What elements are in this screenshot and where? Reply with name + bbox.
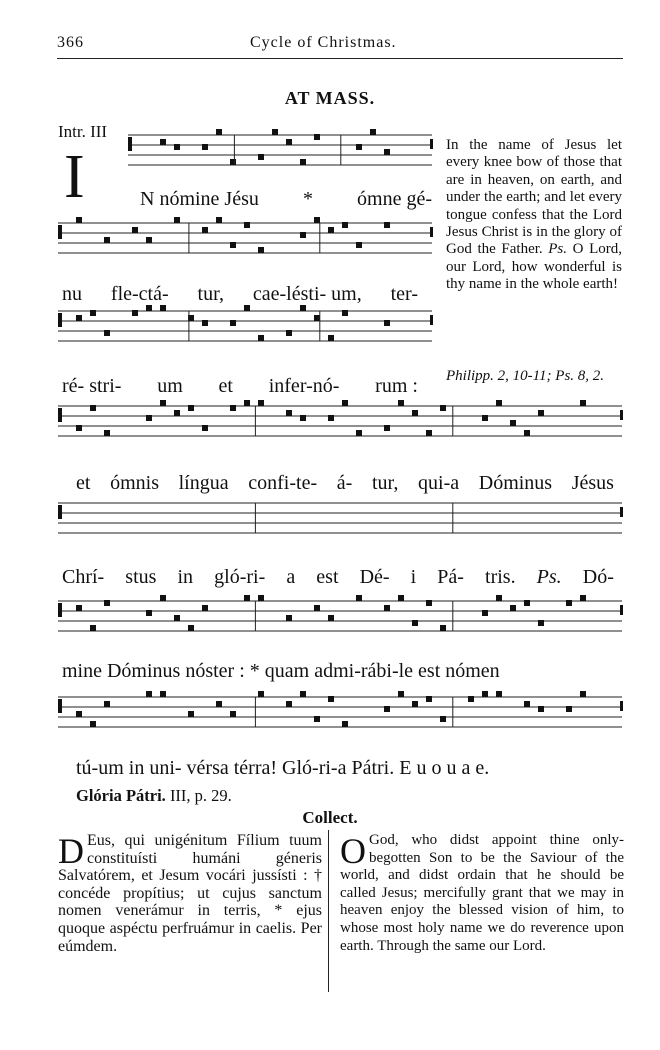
neume [398,691,404,697]
neume [188,405,194,411]
neume [412,701,418,707]
column-divider [328,830,329,992]
lyric-syllable: cae-lésti- um, [252,283,362,305]
neume [412,620,418,626]
custos [430,315,433,325]
lyric-syllable: ómnis [110,472,159,494]
neume [440,625,446,631]
neume [384,706,390,712]
lyric-line [62,283,418,306]
neume [160,139,166,145]
neume [258,247,264,253]
neume [90,625,96,631]
neume [104,430,110,436]
neume [174,615,180,621]
lyric-syllable: língua [178,472,229,494]
lyric-syllable: et [218,375,233,397]
clef [58,603,62,617]
neume [300,232,306,238]
lyric-syllable: mine Dóminus nóster : * quam admi-rábi-le est nómen [62,660,500,682]
lyric-syllable: tur, [197,283,224,305]
neume [146,691,152,697]
neume [188,625,194,631]
translation-psalm-text: O Lord, our Lord, how wonderful is thy name in the whole earth! [446,241,622,293]
gloria-ref-bold: Glória Pátri. [76,786,166,805]
neume [258,335,264,341]
neume [384,605,390,611]
neume [496,595,502,601]
neume [510,605,516,611]
lyric-syllable: Pá- [437,566,464,588]
neume [412,410,418,416]
neume [132,310,138,316]
neume [440,716,446,722]
lyric-syllable: Chrí- [62,566,105,588]
neume [146,237,152,243]
neume [300,159,306,165]
lyric-syllable: Dé- [359,566,390,588]
neume [370,129,376,135]
neume [496,691,502,697]
neume [328,415,334,421]
neume [258,595,264,601]
neume [202,227,208,233]
translation-text: In the name of Jesus let every knee bow of those that are in heaven, on earth, and under the earth; and let every tongue confess that the Lord Jesus Christ is in the glory of God the Father. [446,137,622,258]
running-title: Cycle of Christmas. [250,34,397,51]
neume [258,154,264,160]
neume [104,701,110,707]
neume [524,600,530,606]
section-heading: AT MASS. [284,88,376,108]
english-drop-cap: O [340,831,366,871]
english-text: God, who didst appoint thine only-begotten Son to be the Saviour of the world, and didst ordain that he should be called Jesus; mercifully grant that we may in heaven enjoy the blessed vision of him, to whose most holy name we do reverence upon earth. Through the same our Lord. [340,832,624,954]
neume [328,615,334,621]
neume [538,706,544,712]
neume [286,330,292,336]
custos [620,507,623,517]
neume [342,222,348,228]
neume [258,691,264,697]
neume [314,134,320,140]
lyric-syllable: rum : [375,375,418,397]
neume [132,227,138,233]
neume [314,315,320,321]
lyric-line [62,566,614,589]
collect-latin [58,832,322,955]
lyric-line [76,757,614,780]
clef [58,699,62,713]
neume [244,595,250,601]
lyric-syllable: stus [125,566,157,588]
introit-initial: I [64,143,85,211]
gloria-reference [76,786,232,806]
neume [76,605,82,611]
neume [580,691,586,697]
neume [230,242,236,248]
neume [244,400,250,406]
lyric-syllable: Dó- [582,566,614,588]
lyric-syllable: tú-um in uni- vérsa térra! Gló-ri-a Pátri. E u o u a e. [76,757,490,779]
neume [342,721,348,727]
neume [160,595,166,601]
neume [300,415,306,421]
latin-drop-cap: D [58,831,84,871]
lyric-syllable: in [177,566,194,588]
lyric-syllable: confi-te- [248,472,318,494]
neume [566,706,572,712]
neume [314,605,320,611]
neume [76,425,82,431]
neume [90,721,96,727]
neume [468,696,474,702]
neume [202,320,208,326]
introit-translation [446,137,622,294]
lyric-syllable: á- [336,472,353,494]
neume [272,129,278,135]
lyric-syllable: fle-ctá- [110,283,169,305]
lyric-line [140,188,432,211]
lyric-syllable: ter- [390,283,418,305]
introit-label: Intr. III [58,122,108,141]
neume [216,217,222,223]
neume [286,701,292,707]
neume [286,410,292,416]
collect-heading: Collect. [302,808,358,827]
neume [482,610,488,616]
lyric-syllable: a [286,566,296,588]
neume [510,420,516,426]
neume [328,696,334,702]
neume [482,691,488,697]
custos [620,605,623,615]
neume [538,620,544,626]
neume [580,595,586,601]
collect-english [340,832,624,955]
custos [620,410,623,420]
neume [580,400,586,406]
page-number: 366 [57,34,84,51]
neume [398,595,404,601]
clef [58,225,62,239]
lyric-syllable: N nómine Jésu [140,188,259,210]
neume [440,405,446,411]
lyric-syllable: qui-a [418,472,460,494]
lyric-syllable: ré- stri- [62,375,122,397]
lyric-syllable: infer-nó- [268,375,340,397]
custos [620,701,623,711]
neume [104,237,110,243]
clef [128,137,132,151]
neume [244,222,250,228]
neume [174,144,180,150]
neume [146,415,152,421]
neume [384,425,390,431]
lyric-syllable: nu [62,283,82,305]
neume [384,222,390,228]
gloria-ref-rest: III, p. 29. [165,786,232,805]
lyric-syllable: Ps. [536,566,562,588]
neume [496,400,502,406]
neume [300,691,306,697]
lyric-syllable: um [157,375,183,397]
neume [524,701,530,707]
neume [202,425,208,431]
neume [146,610,152,616]
neume [160,400,166,406]
neume [328,227,334,233]
neume [356,242,362,248]
neume [230,320,236,326]
neume [356,144,362,150]
neume [160,691,166,697]
neume [524,430,530,436]
neume [216,701,222,707]
neume [258,400,264,406]
scripture-citation: Philipp. 2, 10-11; Ps. 8, 2. [446,368,605,384]
neume [188,711,194,717]
lyric-line [76,472,614,495]
neume [384,149,390,155]
neume [230,711,236,717]
neume [426,696,432,702]
neume [216,129,222,135]
clef [58,505,62,519]
clef [58,313,62,327]
neume [104,600,110,606]
neume [314,217,320,223]
neume [174,410,180,416]
neume [566,600,572,606]
neume [286,139,292,145]
neume [356,595,362,601]
neume [202,144,208,150]
custos [430,139,433,149]
lyric-syllable: et [76,472,91,494]
neume [90,405,96,411]
neume [426,430,432,436]
lyric-syllable: i [410,566,417,588]
neume [76,217,82,223]
neume [230,405,236,411]
neume [104,330,110,336]
neume [76,315,82,321]
neume [356,430,362,436]
neume [538,410,544,416]
lyric-syllable: Jésus [571,472,614,494]
lyric-syllable: tris. [485,566,516,588]
lyric-line [62,375,418,398]
lyric-syllable: * [302,188,313,210]
neume [174,217,180,223]
custos [430,227,433,237]
neume [314,716,320,722]
lyric-syllable: ómne gé- [357,188,432,210]
latin-text: Eus, qui unigénitum Fílium tuum constituísti humáni géneris Salvatórem, et Jesum vocári jussísti : † concéde propítius; ut cujus sanctum nomen venerámur in terris, * ejus quoque aspéctu perfruámur in caelis. Per eúmdem. [58,832,322,955]
neume [202,605,208,611]
lyric-syllable: tur, [371,472,399,494]
clef [58,408,62,422]
neume [342,400,348,406]
neume [76,711,82,717]
lyric-syllable: est [316,566,339,588]
neume [90,310,96,316]
neume [230,159,236,165]
neume [482,415,488,421]
neume [342,310,348,316]
neume [328,335,334,341]
neume [398,400,404,406]
neume [384,320,390,326]
translation-psalm-label: Ps. [548,241,568,258]
lyric-syllable: Dóminus [478,472,553,494]
neume [286,615,292,621]
neume [426,600,432,606]
lyric-line [62,660,614,683]
lyric-syllable: gló-ri- [214,566,266,588]
